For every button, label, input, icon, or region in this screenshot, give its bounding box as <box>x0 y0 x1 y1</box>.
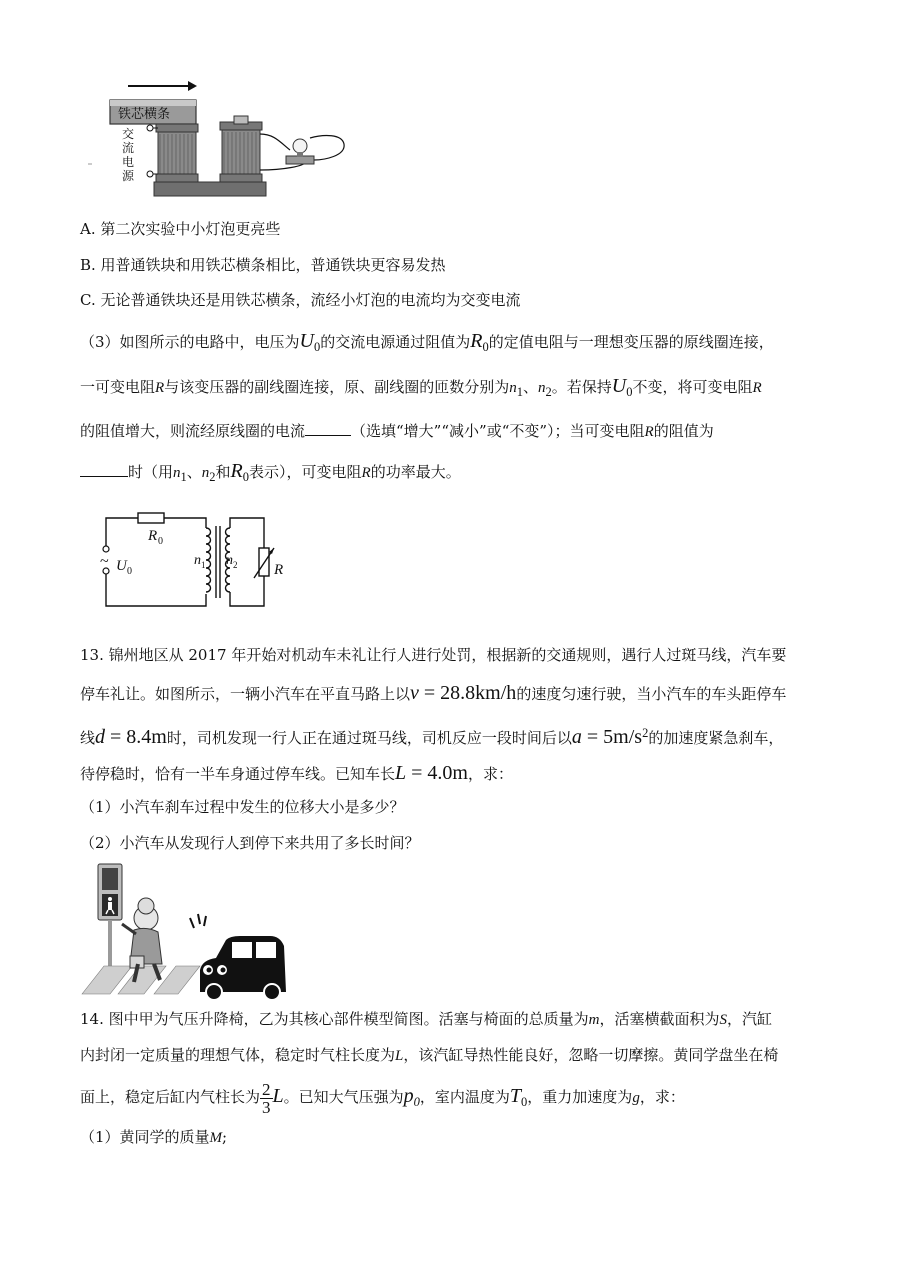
tilde-symbol: ~ <box>100 553 109 570</box>
fraction-two-thirds: $\frac{2}{3}$ <box>262 1079 271 1117</box>
q12-part3-line1: （3）如图所示的电路中，电压为$U_0$的交流电源通过阻值为$R_0$的定值电阻与一理想变压器的原线圈连接， <box>80 330 774 354</box>
circuit-label-n1: n <box>194 553 201 568</box>
pedestrian-crossing-illustration <box>80 860 300 1000</box>
circuit-label-R: R <box>274 562 284 578</box>
answer-blank-1[interactable] <box>305 421 351 436</box>
circuit-label-U: U <box>116 558 127 574</box>
q14-line2: 内封闭一定质量的理想气体，稳定时气柱长度为L，该汽缸导热性能良好，忽略一切摩擦。黄同学盘坐在椅 <box>80 1046 779 1064</box>
transformer-apparatus-figure <box>84 78 354 200</box>
iron-bar-label: 铁芯横条 <box>118 106 171 121</box>
answer-blank-2[interactable] <box>80 462 128 477</box>
q14-question1: （1）黄同学的质量M; <box>80 1128 228 1146</box>
q13-question2: （2）小汽车从发现行人到停下来共用了多长时间？ <box>80 834 420 852</box>
q12-part3-line2: 一可变电阻R与该变压器的副线圈连接，原、副线圈的匝数分别为$n_1$、$n_2$。若保持$U_0$不变，将可变电阻R <box>80 375 762 399</box>
option-b: B. 用普通铁块和用铁芯横条相比，普通铁块更容易发热 <box>80 256 446 274</box>
circuit-label-R0: R <box>148 528 158 544</box>
q13-question1: （1）小汽车刹车过程中发生的位移大小是多少？ <box>80 798 405 816</box>
ac-source-label-2: 流 <box>122 141 135 155</box>
circuit-label-n2: n <box>226 553 233 568</box>
option-a: A. 第二次实验中小灯泡更亮些 <box>80 220 281 238</box>
ac-source-label-3: 电 <box>122 155 135 169</box>
transformer-circuit-diagram <box>96 508 286 612</box>
circuit-label-U-sub: 0 <box>127 566 132 577</box>
q14-line1: 14. 图中甲为气压升降椅，乙为其核心部件模型简图。活塞与椅面的总质量为m，活塞横截面积为S，汽缸 <box>80 1010 773 1028</box>
q12-part3-line4: 时（用$n_1$、$n_2$和$R_0$表示），可变电阻R的功率最大。 <box>80 460 461 488</box>
circuit-label-R0-sub: 0 <box>158 536 163 547</box>
q14-line3: 面上，稳定后缸内气柱长为 $\frac{2}{3}$ L。已知大气压强为$p_0$，室内温度为$T_0$，重力加速度为g，求： <box>80 1079 685 1117</box>
circuit-label-n1-sub: 1 <box>201 560 206 570</box>
q13-line1: 13. 锦州地区从 2017 年开始对机动车未礼让行人进行处罚，根据新的交通规则，遇行人过斑马线，汽车要 <box>80 646 787 664</box>
q13-line2: 停车礼让。如图所示，一辆小汽车在平直马路上以v = 28.8km/h的速度匀速行驶，当小汽车的车头距停车 <box>80 682 787 704</box>
ac-source-label-1: 交 <box>122 127 135 141</box>
option-c: C. 无论普通铁块还是用铁芯横条，流经小灯泡的电流均为交变电流 <box>80 291 521 309</box>
q13-line3: 线d = 8.4m时，司机发现一行人正在通过斑马线，司机反应一段时间后以$a = 5m/s^2$的加速度紧急刹车， <box>80 726 784 748</box>
q12-part3-line3: 的阻值增大，则流经原线圈的电流 （选填“增大”“减小”或“不变”）；当可变电阻R的阻值为 <box>80 422 714 440</box>
circuit-label-n2-sub: 2 <box>233 560 238 570</box>
ac-source-label-4: 源 <box>122 169 135 183</box>
q13-line4: 待停稳时，恰有一半车身通过停车线。已知车长L = 4.0m，求： <box>80 762 513 784</box>
